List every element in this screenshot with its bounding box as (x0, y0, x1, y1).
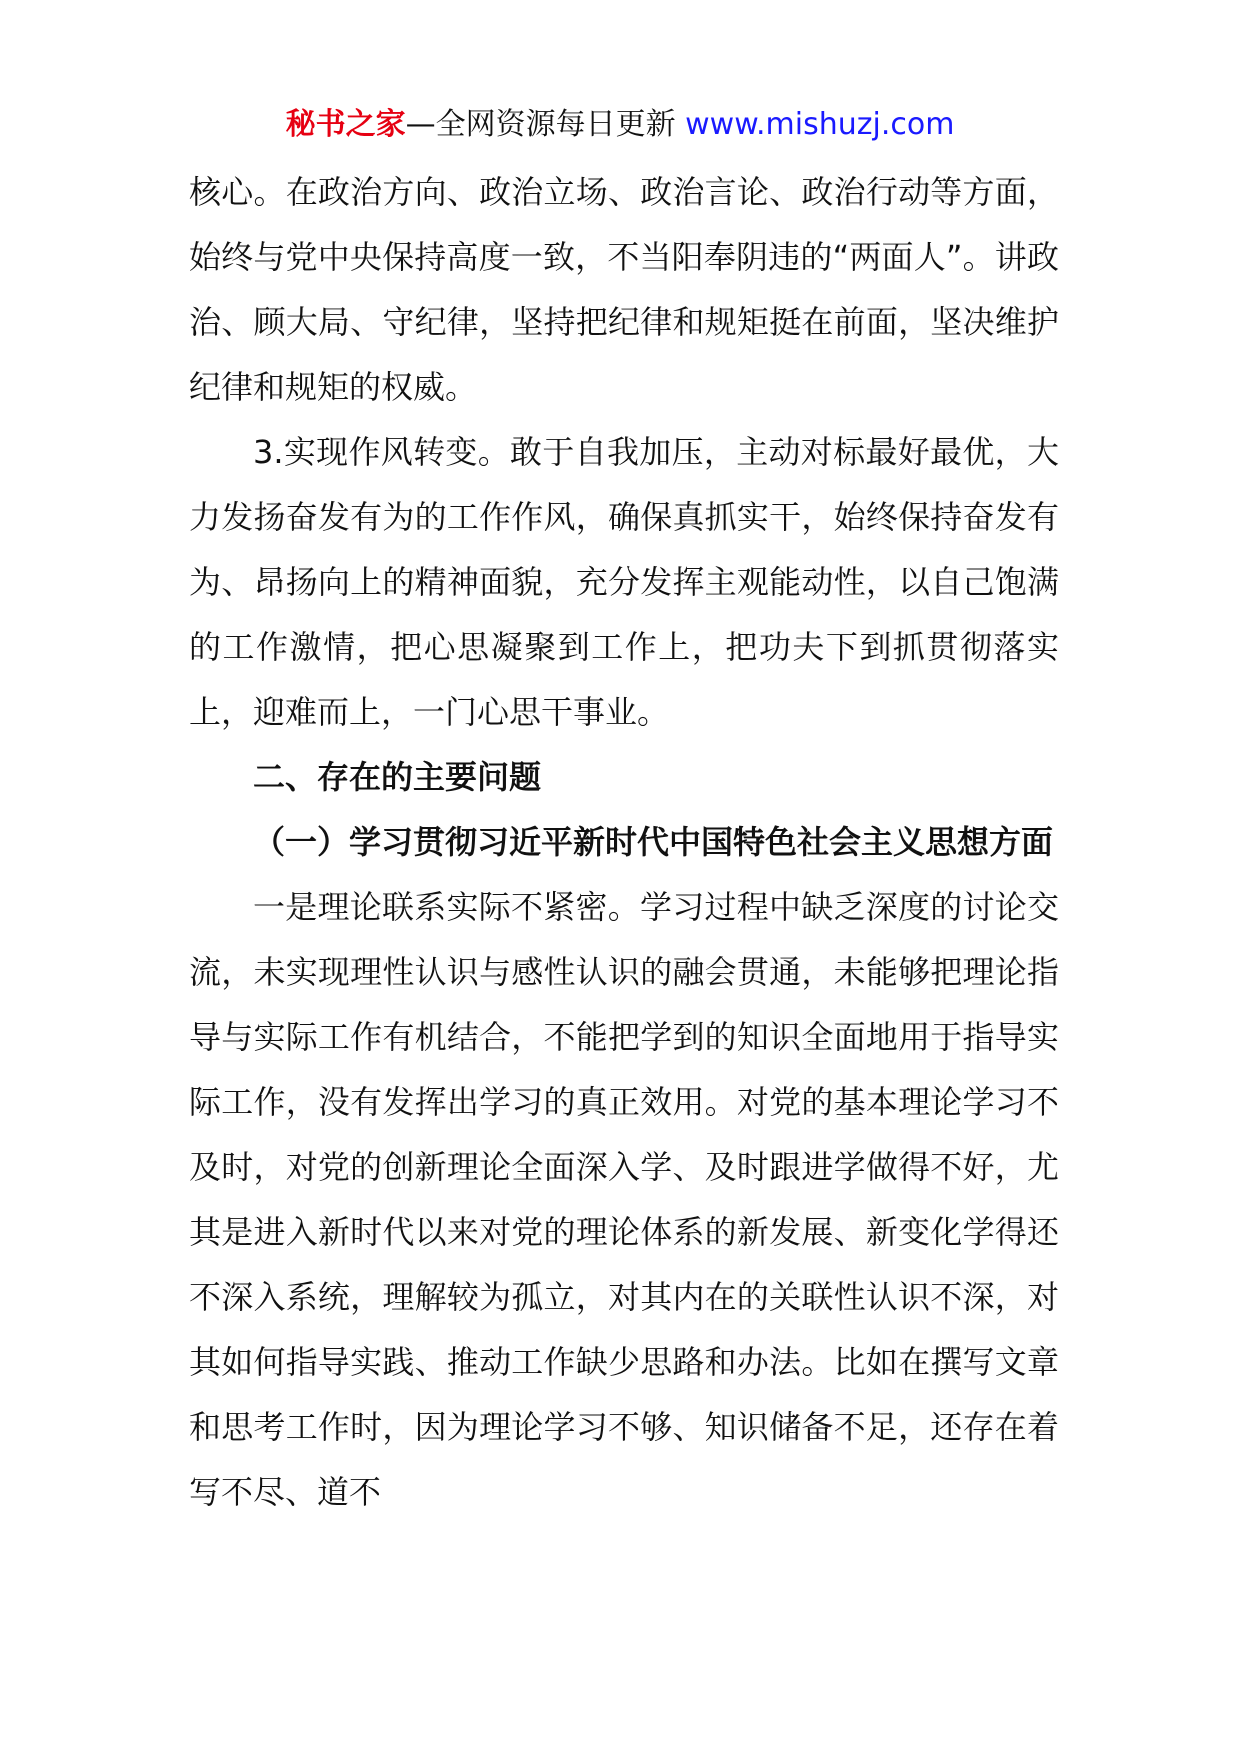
site-url[interactable]: www.mishuzj.com (685, 107, 955, 142)
site-tagline: —全网资源每日更新 (405, 107, 676, 142)
paragraph-style-change: 3.实现作风转变。敢于自我加压，主动对标最好最优，大力发扬奋发有为的工作作风，确保真抓实干，始终保持奋发有为、昂扬向上的精神面貌，充分发挥主观能动性，以自己饱满的工作激情，把心思凝聚到工作上，把功夫下到抓贯彻落实上，迎难而上，一门心思干事业。 (189, 433, 1059, 731)
site-header (0, 100, 1240, 150)
site-brand: 秘书之家 (285, 107, 406, 142)
section-heading: 二、存在的主要问题 (253, 758, 542, 796)
paragraph-continuation: 核心。在政治方向、政治立场、政治言论、政治行动等方面，始终与党中央保持高度一致，不当阳奉阴违的“两面人”。讲政治、顾大局、守纪律，坚持把纪律和规矩挺在前面，坚决维护纪律和规矩的权威。 (189, 173, 1059, 406)
paragraph-theory-practice: 一是理论联系实际不紧密。学习过程中缺乏深度的讨论交流，未实现理性认识与感性认识的融会贯通，未能够把理论指导与实际工作有机结合，不能把学到的知识全面地用于指导实际工作，没有发挥出学习的真正效用。对党的基本理论学习不及时，对党的创新理论全面深入学、及时跟进学做得不好，尤其是进入新时代以来对党的理论体系的新发展、新变化学得还不深入系统，理解较为孤立，对其内在的关联性认识不深，对其如何指导实践、推动工作缺少思路和办法。比如在撰写文章和思考工作时，因为理论学习不够、知识储备不足，还存在着写不尽、道不 (189, 888, 1059, 1511)
document-body (189, 160, 1059, 1525)
subsection-heading: （一）学习贯彻习近平新时代中国特色社会主义思想方面 (253, 823, 1054, 861)
